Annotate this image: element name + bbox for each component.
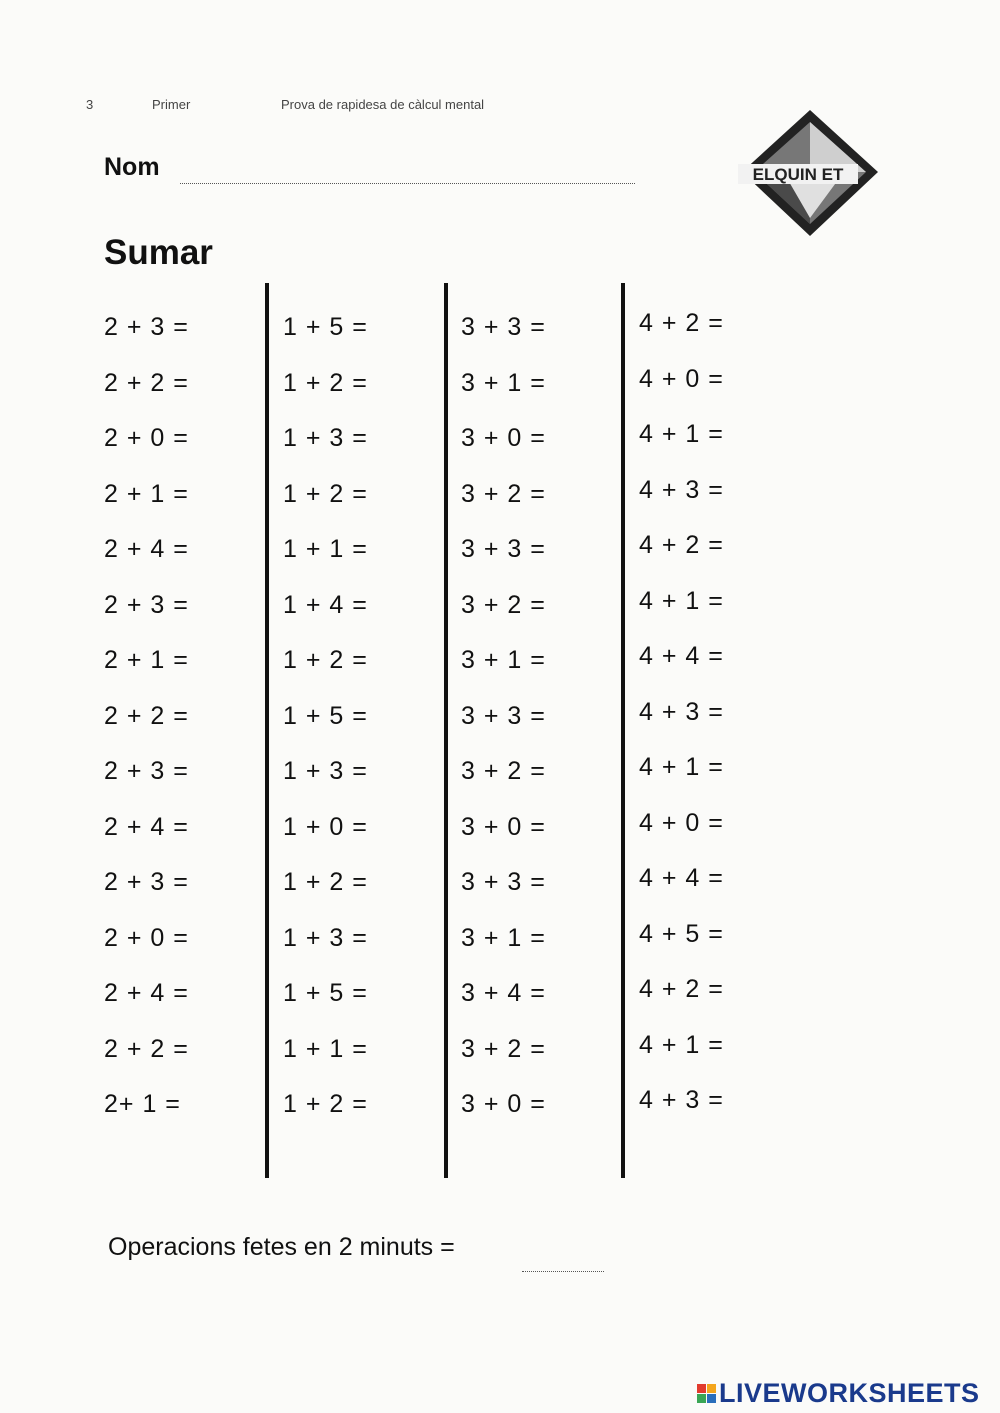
operation: 4 + 2 = [639,975,724,1003]
test-title: Prova de rapidesa de càlcul mental [281,97,485,112]
operation: 4 + 1 = [639,586,724,615]
operation: 4 + 2 = [639,309,724,337]
operation: 2 + 0 = [104,424,189,452]
operation: 1 + 5 = [283,979,368,1007]
operation: 1 + 0 = [283,812,368,841]
operations-column-3 [461,300,546,1133]
operation: 2 + 2 = [104,1034,189,1063]
operation: 1 + 2 = [283,368,368,397]
operation: 3 + 4 = [461,979,546,1007]
operation: 3 + 3 = [461,535,546,563]
icon-square [707,1394,716,1403]
operation: 3 + 3 = [461,868,546,896]
operation: 4 + 1 = [639,420,724,448]
operation: 4 + 3 = [639,1086,724,1114]
operation: 2 + 2 = [104,368,189,397]
operation: 1 + 3 = [283,424,368,452]
operations-column-1 [104,300,189,1133]
column-divider [265,283,269,1178]
operation: 4 + 3 = [639,697,724,726]
operation: 2 + 2 = [104,701,189,730]
operation: 1 + 2 = [283,646,368,674]
operation: 4 + 0 = [639,808,724,837]
operation: 4 + 3 = [639,475,724,504]
operation: 4 + 4 = [639,864,724,892]
operation: 3 + 2 = [461,479,546,508]
operations-count-label: Operacions fetes en 2 minuts = [108,1233,455,1261]
operation: 3 + 2 = [461,757,546,785]
operation: 1 + 1 = [283,535,368,563]
liveworksheets-icon [697,1384,716,1403]
name-label: Nom [104,153,160,181]
operation: 3 + 1 = [461,368,546,397]
operation: 4 + 5 = [639,919,724,948]
section-title: Sumar [104,233,213,272]
operation: 3 + 0 = [461,1090,546,1118]
column-divider [444,283,448,1178]
operation: 2 + 1 = [104,479,189,508]
operation: 2 + 4 = [104,979,189,1007]
operation: 4 + 0 = [639,364,724,393]
operation: 1 + 3 = [283,923,368,952]
operation: 4 + 2 = [639,531,724,559]
operation: 1 + 2 = [283,479,368,508]
operation: 4 + 1 = [639,1030,724,1059]
operation: 3 + 2 = [461,590,546,619]
operation: 2 + 4 = [104,812,189,841]
operation: 3 + 3 = [461,701,546,730]
operation: 1 + 2 = [283,1090,368,1118]
operation: 2 + 3 = [104,313,189,341]
operation: 1 + 5 = [283,313,368,341]
operation: 1 + 5 = [283,701,368,730]
operations-column-2 [283,300,368,1133]
operation: 3 + 2 = [461,1034,546,1063]
level-label: Primer [152,97,191,112]
operation: 2 + 3 = [104,590,189,619]
column-divider [621,283,625,1178]
operation: 1 + 4 = [283,590,368,619]
logo-text: ELQUIN ET [752,165,844,184]
operations-count-input-line[interactable] [522,1271,604,1272]
operation: 1 + 3 = [283,757,368,785]
icon-square [707,1384,716,1393]
icon-square [697,1394,706,1403]
operation: 3 + 0 = [461,812,546,841]
operation: 2 + 0 = [104,923,189,952]
icon-square [697,1384,706,1393]
operation: 1 + 2 = [283,868,368,896]
operation: 4 + 4 = [639,642,724,670]
operation: 2 + 3 = [104,868,189,896]
operation: 2 + 3 = [104,757,189,785]
brand-text: LIVEWORKSHEETS [719,1378,980,1408]
operation: 3 + 1 = [461,646,546,674]
publisher-logo [738,110,878,240]
page-number: 3 [86,97,94,112]
operation: 3 + 3 = [461,313,546,341]
operations-column-4 [639,296,724,1129]
name-input-line[interactable] [180,183,635,184]
operation: 1 + 1 = [283,1034,368,1063]
operation: 2+ 1 = [104,1090,181,1118]
liveworksheets-brand [697,1378,980,1409]
operation: 4 + 1 = [639,753,724,781]
operation: 3 + 0 = [461,424,546,452]
operation: 2 + 4 = [104,535,189,563]
operation: 3 + 1 = [461,923,546,952]
operation: 2 + 1 = [104,646,189,674]
